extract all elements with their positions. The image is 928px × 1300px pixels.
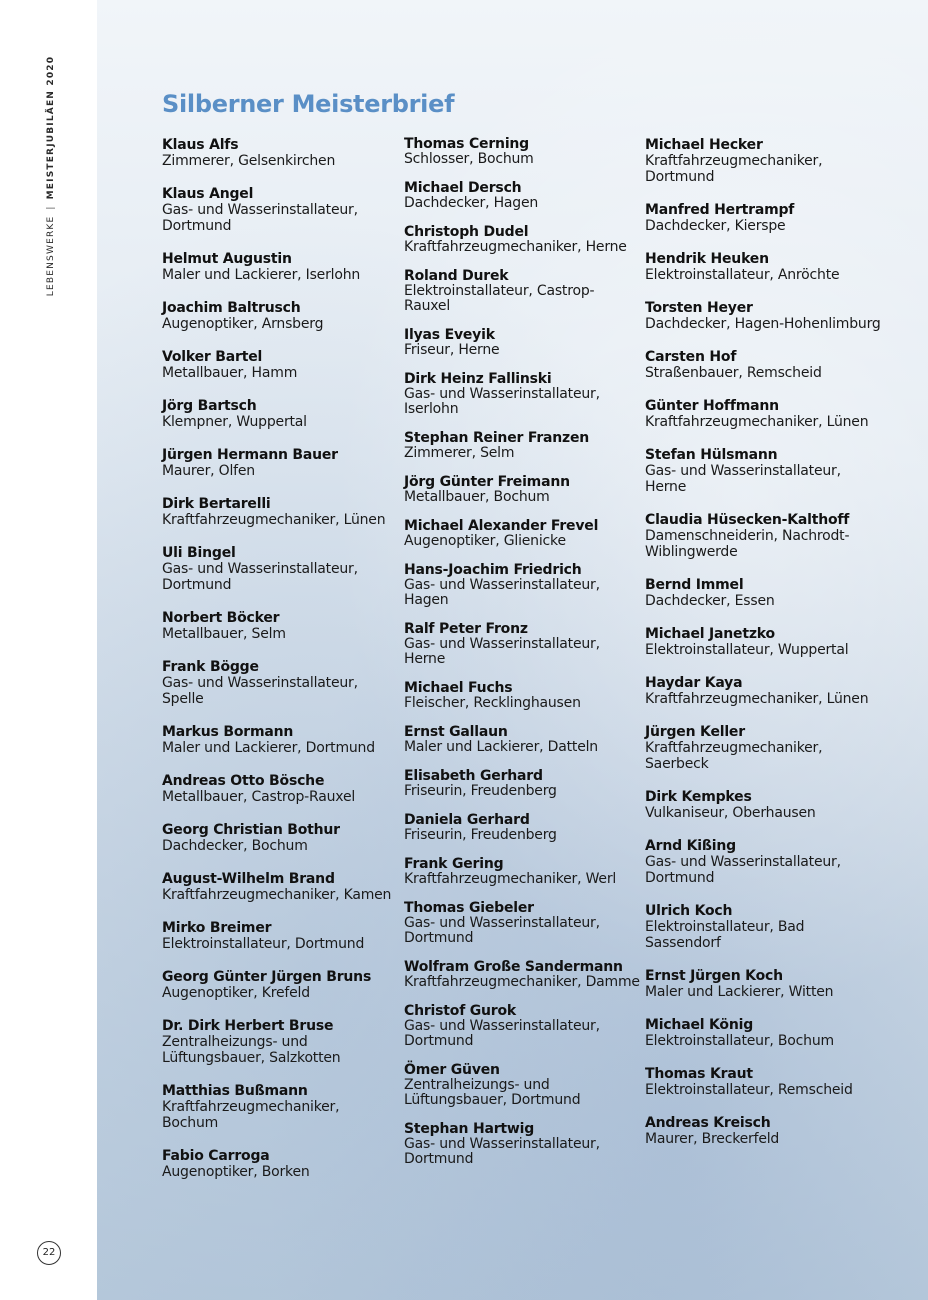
person-name: Arnd Kißing [645, 838, 736, 854]
list-item [645, 447, 881, 495]
trade-and-city: Zentralheizungs- und Lüftungsbauer, Dortmund [404, 1077, 581, 1108]
list-item [645, 789, 881, 821]
list-item [645, 577, 881, 609]
trade-and-city: Gas- und Wasserinstallateur, Herne [404, 636, 600, 667]
list-item [645, 968, 881, 1000]
list-item [162, 773, 398, 805]
trade-and-city: Fleischer, Recklinghausen [404, 695, 581, 711]
person-name: Ernst Gallaun [404, 724, 508, 740]
list-item [645, 1017, 881, 1049]
trade-and-city: Kraftfahrzeugmechaniker, Lünen [162, 512, 386, 528]
trade-and-city: Augenoptiker, Krefeld [162, 985, 310, 1001]
list-item [645, 1066, 881, 1098]
trade-and-city: Damenschneiderin, Nachrodt-Wiblingwerde [645, 528, 850, 560]
trade-and-city: Maler und Lackierer, Datteln [404, 739, 598, 755]
list-item [162, 724, 398, 756]
trade-and-city: Metallbauer, Selm [162, 626, 286, 642]
person-name: Dirk Bertarelli [162, 496, 271, 512]
person-name: Frank Bögge [162, 659, 259, 675]
person-name: Roland Durek [404, 268, 509, 284]
trade-and-city: Kraftfahrzeugmechaniker, Saerbeck [645, 740, 823, 772]
person-name: Christoph Dudel [404, 224, 529, 240]
page-number: 22 [37, 1241, 61, 1265]
trade-and-city: Maler und Lackierer, Iserlohn [162, 267, 361, 283]
person-name: Volker Bartel [162, 349, 263, 365]
person-name: Carsten Hof [645, 349, 737, 365]
list-item [404, 1063, 640, 1108]
issue-label: MEISTERJUBILÄEN 2020 [46, 55, 56, 200]
list-item [162, 610, 398, 642]
trade-and-city: Maler und Lackierer, Witten [645, 984, 834, 1000]
list-item [162, 1018, 398, 1066]
list-item [404, 269, 640, 314]
person-name: Ralf Peter Fronz [404, 621, 528, 637]
list-item [645, 251, 881, 283]
person-name: Thomas Kraut [645, 1066, 753, 1082]
person-name: August-Wilhelm Brand [162, 871, 335, 887]
person-name: Georg Christian Bothur [162, 822, 340, 838]
person-name: Klaus Alfs [162, 137, 239, 153]
trade-and-city: Metallbauer, Castrop-Rauxel [162, 789, 356, 805]
person-name: Günter Hoffmann [645, 398, 779, 414]
person-name: Stephan Reiner Franzen [404, 430, 590, 446]
list-item [162, 349, 398, 381]
person-name: Jürgen Hermann Bauer [162, 447, 338, 463]
trade-and-city: Zimmerer, Gelsenkirchen [162, 153, 336, 169]
trade-and-city: Gas- und Wasserinstallateur, Iserlohn [404, 386, 600, 417]
trade-and-city: Elektroinstallateur, Wuppertal [645, 642, 849, 658]
trade-and-city: Gas- und Wasserinstallateur, Dortmund [404, 1136, 600, 1167]
trade-and-city: Friseurin, Freudenberg [404, 783, 557, 799]
trade-and-city: Gas- und Wasserinstallateur, Dortmund [404, 1018, 600, 1049]
list-item [404, 769, 640, 799]
trade-and-city: Schlosser, Bochum [404, 151, 534, 167]
list-item [404, 563, 640, 608]
list-item [162, 1083, 398, 1131]
person-name: Hans-Joachim Friedrich [404, 562, 582, 578]
person-name: Joachim Baltrusch [162, 300, 301, 316]
trade-and-city: Metallbauer, Bochum [404, 489, 550, 505]
list-item [404, 725, 640, 755]
trade-and-city: Gas- und Wasserinstallateur, Dortmund [404, 915, 600, 946]
list-item [645, 398, 881, 430]
list-item [162, 822, 398, 854]
list-item [645, 626, 881, 658]
list-item [162, 251, 398, 283]
name-column-3 [645, 137, 881, 1164]
page-content [97, 0, 928, 1300]
person-name: Dirk Kempkes [645, 789, 752, 805]
trade-and-city: Maurer, Olfen [162, 463, 255, 479]
list-item [645, 724, 881, 772]
side-margin [0, 0, 97, 1300]
trade-and-city: Kraftfahrzeugmechaniker, Lünen [645, 414, 869, 430]
person-name: Dr. Dirk Herbert Bruse [162, 1018, 334, 1034]
trade-and-city: Dachdecker, Essen [645, 593, 775, 609]
person-name: Wolfram Große Sandermann [404, 959, 623, 975]
person-name: Haydar Kaya [645, 675, 743, 691]
trade-and-city: Kraftfahrzeugmechaniker, Damme [404, 974, 640, 990]
trade-and-city: Dachdecker, Kierspe [645, 218, 786, 234]
trade-and-city: Elektroinstallateur, Dortmund [162, 936, 365, 952]
list-item [404, 181, 640, 211]
person-name: Elisabeth Gerhard [404, 768, 543, 784]
trade-and-city: Kraftfahrzeugmechaniker, Herne [404, 239, 627, 255]
person-name: Michael Hecker [645, 137, 763, 153]
person-name: Dirk Heinz Fallinski [404, 371, 552, 387]
trade-and-city: Elektroinstallateur, Anröchte [645, 267, 840, 283]
list-item [645, 512, 881, 560]
list-item [162, 545, 398, 593]
person-name: Andreas Kreisch [645, 1115, 771, 1131]
list-item [162, 447, 398, 479]
list-item [162, 300, 398, 332]
list-item [645, 903, 881, 951]
list-item [645, 1115, 881, 1147]
trade-and-city: Elektroinstallateur, Remscheid [645, 1082, 853, 1098]
trade-and-city: Elektroinstallateur, Castrop-Rauxel [404, 283, 595, 314]
section-label: LEBENSWERKE [46, 215, 56, 297]
person-name: Helmut Augustin [162, 251, 292, 267]
trade-and-city: Kraftfahrzeugmechaniker, Kamen [162, 887, 392, 903]
person-name: Jörg Bartsch [162, 398, 257, 414]
person-name: Georg Günter Jürgen Bruns [162, 969, 372, 985]
person-name: Ömer Güven [404, 1062, 500, 1078]
list-item [162, 496, 398, 528]
trade-and-city: Gas- und Wasserinstallateur, Spelle [162, 675, 358, 707]
trade-and-city: Kraftfahrzeugmechaniker, Werl [404, 871, 617, 887]
person-name: Stephan Hartwig [404, 1121, 535, 1137]
trade-and-city: Dachdecker, Hagen [404, 195, 539, 211]
person-name: Michael Fuchs [404, 680, 513, 696]
person-name: Thomas Cerning [404, 136, 530, 152]
list-item [404, 519, 640, 549]
list-item [404, 960, 640, 990]
person-name: Bernd Immel [645, 577, 744, 593]
list-item [162, 137, 398, 169]
trade-and-city: Maler und Lackierer, Dortmund [162, 740, 375, 756]
list-item [404, 622, 640, 667]
person-name: Matthias Bußmann [162, 1083, 308, 1099]
person-name: Christof Gurok [404, 1003, 517, 1019]
trade-and-city: Friseurin, Freudenberg [404, 827, 557, 843]
list-item [645, 675, 881, 707]
trade-and-city: Metallbauer, Hamm [162, 365, 298, 381]
list-item [404, 475, 640, 505]
trade-and-city: Dachdecker, Bochum [162, 838, 308, 854]
list-item [404, 901, 640, 946]
list-item [404, 372, 640, 417]
person-name: Daniela Gerhard [404, 812, 530, 828]
person-name: Uli Bingel [162, 545, 236, 561]
trade-and-city: Vulkaniseur, Oberhausen [645, 805, 816, 821]
person-name: Hendrik Heuken [645, 251, 769, 267]
trade-and-city: Augenoptiker, Arnsberg [162, 316, 324, 332]
trade-and-city: Gas- und Wasserinstallateur, Herne [645, 463, 841, 495]
trade-and-city: Augenoptiker, Borken [162, 1164, 310, 1180]
person-name: Manfred Hertrampf [645, 202, 795, 218]
person-name: Norbert Böcker [162, 610, 280, 626]
list-item [404, 431, 640, 461]
person-name: Claudia Hüsecken-Kalthoff [645, 512, 850, 528]
list-item [645, 838, 881, 886]
trade-and-city: Kraftfahrzeugmechaniker, Bochum [162, 1099, 340, 1131]
trade-and-city: Kraftfahrzeugmechaniker, Lünen [645, 691, 869, 707]
list-item [645, 349, 881, 381]
trade-and-city: Dachdecker, Hagen-Hohenlimburg [645, 316, 881, 332]
list-item [645, 202, 881, 234]
list-item [404, 857, 640, 887]
list-item [162, 186, 398, 234]
person-name: Stefan Hülsmann [645, 447, 778, 463]
trade-and-city: Maurer, Breckerfeld [645, 1131, 780, 1147]
list-item [645, 300, 881, 332]
trade-and-city: Straßenbauer, Remscheid [645, 365, 822, 381]
list-item [162, 1148, 398, 1180]
person-name: Michael Dersch [404, 180, 522, 196]
person-name: Jörg Günter Freimann [404, 474, 570, 490]
person-name: Ernst Jürgen Koch [645, 968, 783, 984]
list-item [404, 328, 640, 358]
person-name: Torsten Heyer [645, 300, 753, 316]
person-name: Ulrich Koch [645, 903, 733, 919]
person-name: Michael König [645, 1017, 754, 1033]
trade-and-city: Augenoptiker, Glienicke [404, 533, 566, 549]
list-item [162, 871, 398, 903]
trade-and-city: Gas- und Wasserinstallateur, Dortmund [162, 202, 358, 234]
person-name: Mirko Breimer [162, 920, 272, 936]
person-name: Michael Alexander Frevel [404, 518, 599, 534]
person-name: Thomas Giebeler [404, 900, 534, 916]
list-item [404, 225, 640, 255]
list-item [404, 681, 640, 711]
list-item [404, 813, 640, 843]
person-name: Ilyas Eveyik [404, 327, 495, 343]
person-name: Jürgen Keller [645, 724, 745, 740]
name-column-2 [404, 137, 640, 1181]
list-item [404, 1004, 640, 1049]
trade-and-city: Zentralheizungs- und Lüftungsbauer, Salzkotten [162, 1034, 341, 1066]
trade-and-city: Zimmerer, Selm [404, 445, 515, 461]
list-item [162, 398, 398, 430]
person-name: Frank Gering [404, 856, 504, 872]
person-name: Markus Bormann [162, 724, 294, 740]
trade-and-city: Gas- und Wasserinstallateur, Hagen [404, 577, 600, 608]
trade-and-city: Gas- und Wasserinstallateur, Dortmund [645, 854, 841, 886]
person-name: Andreas Otto Bösche [162, 773, 325, 789]
person-name: Michael Janetzko [645, 626, 775, 642]
list-item [404, 1122, 640, 1167]
trade-and-city: Elektroinstallateur, Bad Sassendorf [645, 919, 805, 951]
trade-and-city: Klempner, Wuppertal [162, 414, 307, 430]
header-separator: | [46, 205, 56, 210]
trade-and-city: Elektroinstallateur, Bochum [645, 1033, 834, 1049]
page-title: Silberner Meisterbrief [162, 90, 455, 118]
trade-and-city: Kraftfahrzeugmechaniker, Dortmund [645, 153, 823, 185]
name-column-1 [162, 137, 398, 1197]
list-item [404, 137, 640, 167]
list-item [645, 137, 881, 185]
list-item [162, 659, 398, 707]
trade-and-city: Gas- und Wasserinstallateur, Dortmund [162, 561, 358, 593]
list-item [162, 969, 398, 1001]
trade-and-city: Friseur, Herne [404, 342, 500, 358]
person-name: Fabio Carroga [162, 1148, 270, 1164]
list-item [162, 920, 398, 952]
person-name: Klaus Angel [162, 186, 254, 202]
